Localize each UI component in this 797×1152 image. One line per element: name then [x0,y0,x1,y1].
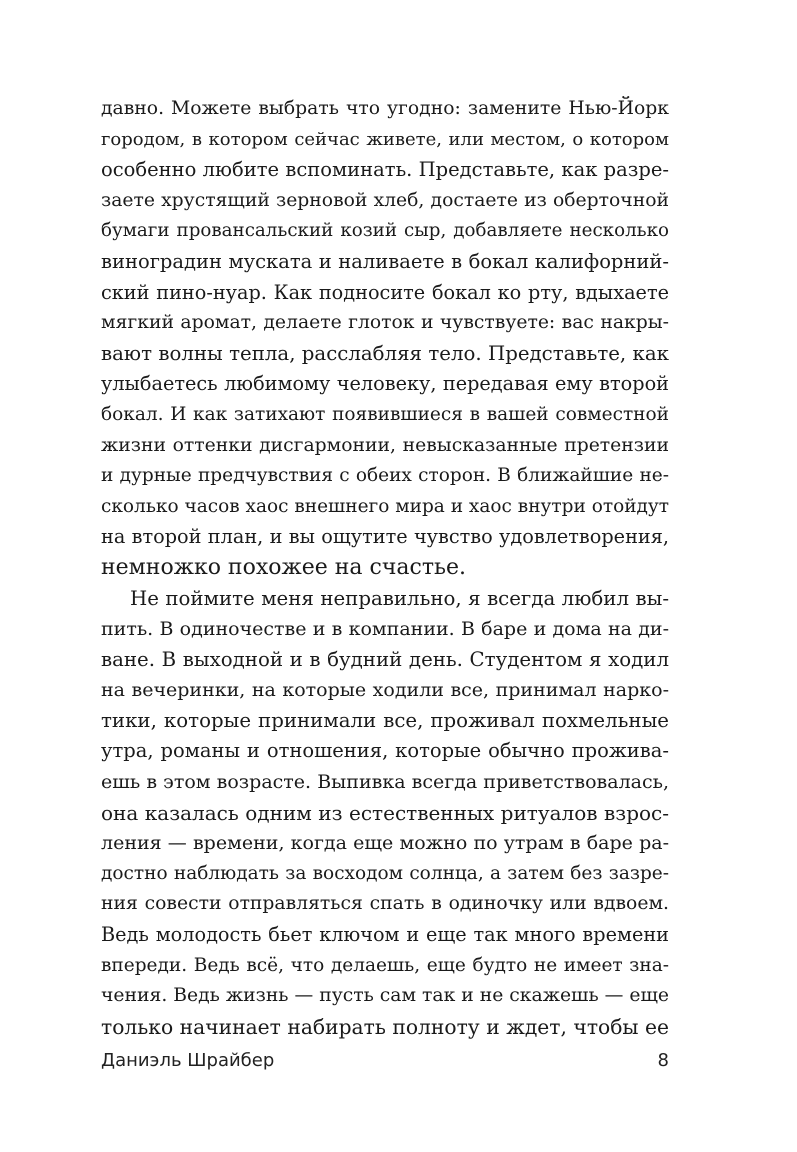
text-line: ления — времени, когда еще можно по утрам в баре ра- [101,832,669,855]
text-line: Ведь молодость бьет ключом и еще так много времени [101,923,669,947]
author-name: Даниэль Шрайбер [101,1050,275,1071]
text-line: немножко похожее на счастье. [101,554,466,580]
text-line: вают волны тепла, расслабляя тело. Представьте, как [101,341,669,365]
text-line: ешь в этом возрасте. Выпивка всегда приветствовалась, [101,771,669,794]
text-line: чения. Ведь жизнь — пусть сам так и не скажешь — еще [101,985,669,1007]
text-line: и дурные предчувствия с обеих сторон. В ближайшие не- [101,465,669,487]
paragraph-2 [101,584,669,1043]
text-line: бумаги провансальский козий сыр, добавляете несколько [101,220,669,242]
paragraph-1 [101,94,669,584]
text-line: утра, романы и отношения, которые обычно прожива- [101,739,669,763]
text-line: ский пино-нуар. Как подносите бокал ко рту, вдыхаете [101,280,669,304]
text-line: Не поймите меня неправильно, я всегда любил вы- [130,586,669,610]
text-line: бокал. И как затихают появившиеся в вашей совместной [101,403,669,425]
text-line: на вечеринки, на которые ходили все, принимал нарко- [101,679,669,702]
text-line: сколько часов хаос внешнего мира и хаос внутри отойдут [101,495,669,517]
text-line: впереди. Ведь всё, что делаешь, еще будто не имеет зна- [101,954,669,976]
text-line: тики, которые принимали все, проживал похмельные [101,708,669,732]
text-line: она казалась одним из естественных ритуалов взрос- [101,800,669,825]
page-footer [101,1050,669,1074]
text-line: мягкий аромат, делаете глоток и чувствуете: вас накры- [101,312,669,334]
text-line: пить. В одиночестве и в компании. В баре и дома на ди- [101,618,669,641]
text-line: давно. Можете выбрать что угодно: замените Нью-Йорк [101,98,669,119]
text-line: ния совести отправляться спать в одиночку или вдвоем. [101,893,669,915]
text-line: на второй план, и вы ощутите чувство удовлетворения, [101,525,669,549]
text-line: жизни оттенки дисгармонии, невысказанные претензии [101,434,669,456]
text-line: виноградин муската и наливаете в бокал калифорний- [101,249,669,273]
text-line: особенно любите вспоминать. Представьте, как разре- [101,158,669,182]
page-number: 8 [657,1050,669,1071]
text-line: достно наблюдать за восходом солнца, а затем без зазре- [101,862,669,884]
text-line: ване. В выходной и в будний день. Студентом я ходил [101,647,669,671]
text-line: улыбаетесь любимому человеку, передавая ему второй [101,372,669,396]
body-text [101,94,669,1042]
text-line: заете хрустящий зерновой хлеб, достаете из оберточной [101,189,669,211]
text-line: только начинает набирать полноту и ждет, чтобы ее [101,1014,669,1039]
text-line: городом, в котором сейчас живете, или местом, о котором [101,128,669,150]
